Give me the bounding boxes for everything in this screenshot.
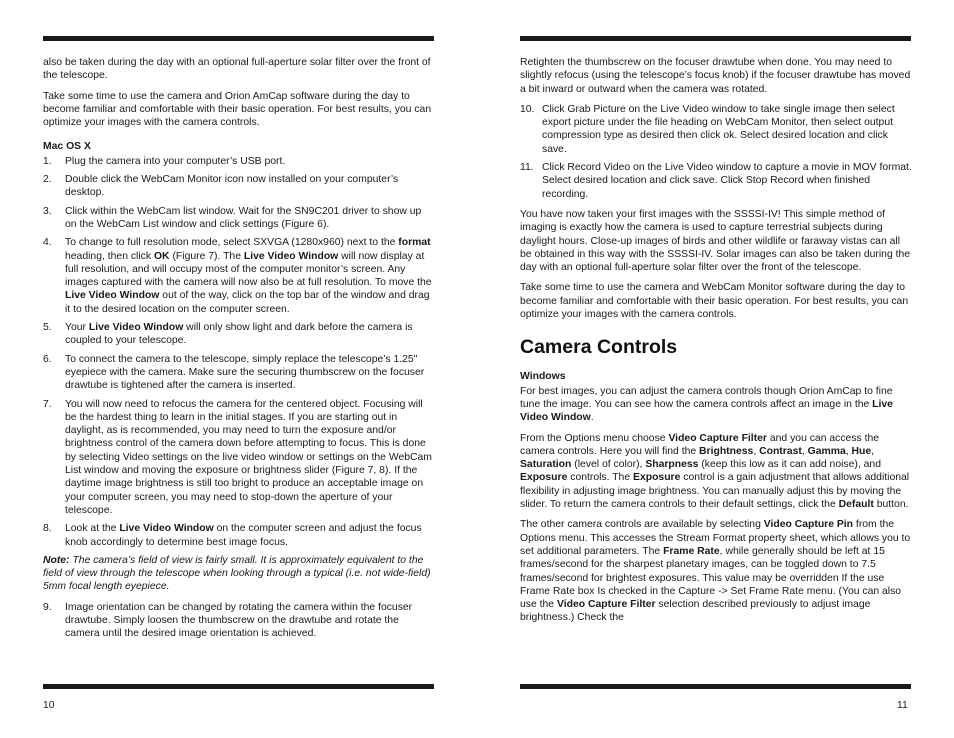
windows-subheading: Windows — [520, 371, 566, 383]
step-11: 11. Click Record Video on the Live Video window to capture a movie in MOV format. Select desired location and click save. Click Stop Record when finished recording. — [520, 162, 912, 200]
step-10: 10. Click Grab Picture on the Live Video window to take single image then select export picture under the file heading on WebCam Monitor, then select output compression type as desired then click ok. Select desired location and click save. — [520, 103, 895, 155]
right-paragraph-4: From the Options menu choose Video Capture Filter and you can access the camera controls. Here you will find the Brightness, Contrast, Gamma, Hue, Saturation (level of color), Sharpness (keep this low as it can add noise), and Exposure controls. The Exposure control is a gain adjustment that allows additional flexibility in adjusting image brightness. You can manually adjust this by moving the slider. To return the camera controls to their default settings, click the Default button. — [520, 432, 910, 511]
bottom-rule-left — [43, 684, 434, 689]
step-2: 2. Double click the WebCam Monitor icon now installed on your computer’s desktop. — [43, 174, 399, 199]
step-6: 6. To connect the camera to the telescope, simply replace the telescope’s 1.25" eyepiece with the camera. Make sure the securing thumbscrew on the focuser drawtube is tightened after the camera is inserted. — [43, 353, 425, 392]
right-paragraph-3: For best images, you can adjust the camera controls though Orion AmCap to fine tune the image. You can see how the camera controls affect an image in the Live Video Window. — [520, 385, 893, 424]
left-intro-1: also be taken during the day with an optional full-aperture solar filter over the front of the telescope. — [43, 57, 431, 82]
right-paragraph-2: Take some time to use the camera and WebCam Monitor software during the day to become familiar and comfortable with their basic operation. For best results, you can optimize your images with the camera controls. — [520, 282, 909, 321]
left-page — [43, 56, 435, 646]
note-label: Note: — [43, 554, 70, 566]
left-intro-2: Take some time to use the camera and Orion AmCap software during the day to become familiar and comfortable with their basic operation. For best results, you can optimize your images with the camera controls. — [43, 90, 432, 129]
step-3: 3. Click within the WebCam list window. Wait for the SN9C201 driver to show up on the WebCam List window and click settings (Figure 6). — [43, 205, 422, 230]
step-9: 9. Image orientation can be changed by rotating the camera within the focuser drawtube. Simply loosen the thumbscrew on the drawtube and rotate the camera until the desired image orientation is achieved. — [43, 601, 413, 640]
page-number-right: 11 — [897, 700, 908, 711]
page-number-left: 10 — [43, 700, 55, 711]
camera-controls-title: Camera Controls — [520, 336, 678, 359]
top-rule-right — [520, 36, 911, 41]
right-paragraph-5: The other camera controls are available by selecting Video Capture Pin from the Options menu. This accesses the Stream Format property sheet, which allows you to set additional parameters. The Frame Rate, while generally should be left at 15 frames/second for the sharpest planetary images, can be toggled down to 7.5 frames/second for brightest exposures. This value may be overridden If the use Frame Rate box Is checked in the Capture -> Set Frame Rate menu. (You can also use the Video Capture Filter selection described previously to adjust image brightness.) Check the — [520, 519, 911, 624]
right-paragraph-1: You have now taken your first images with the SSSSI-IV! This simple method of imaging is exactly how the camera is used to capture terrestrial subjects during daylight hours. Close-up images of birds and other wildlife or faraway vistas can all be obtained in this way with the SSSSI-IV. Solar images can also be taken during the day with an optional full-aperture solar filter over the front of the telescope. — [520, 208, 911, 274]
step-1: 1. Plug the camera into your computer’s USB port. — [43, 155, 286, 167]
section-heading-mac: Mac OS X — [43, 141, 91, 153]
step-5: 5. Your Live Video Window will only show light and dark before the camera is coupled to your telescope. — [43, 322, 413, 347]
step-7: 7. You will now need to refocus the camera for the centered object. Focusing will be the hardest thing to learn in the initial stages. If you are starting out in daylight, as is recommended, you may need to turn the exposure and/or brightness control of the camera down before attempting to focus. This is done by selecting Video settings on the live video window or settings on the WebCam List window and moving the exposure or brightness slider (Figure 7, 8). If the daytime image brightness is still too bright to produce an acceptable image on your computer screen, you may need to stop-down the aperture of your telescope. — [43, 398, 432, 516]
right-page — [520, 56, 912, 632]
step-8: 8. Look at the Live Video Window on the computer screen and adjust the focus knob accordingly to determine best image focus. — [43, 523, 422, 548]
top-rule-left — [43, 36, 434, 41]
step-9-continuation: Retighten the thumbscrew on the focuser drawtube when done. You may need to slightly refocus (using the telescope’s focus knob) if the focuser drawtube has moved a bit inward or outward when the camera was rotated. — [520, 57, 911, 95]
step-4: 4. To change to full resolution mode, select SXVGA (1280x960) next to the format heading, then click OK (Figure 7). The Live Video Window will now display at full resolution, and will occupy most of the computer monitor’s screen. Any images captured with the camera will now also be at full resolution. To move the Live Video Window out of the way, click on the top bar of the window and drag it to the desired location on the computer screen. — [43, 237, 432, 315]
bottom-rule-right — [520, 684, 911, 689]
note-paragraph: Note: The camera’s field of view is fairly small. It is approximately equivalent to the field of view through the telescope when looking through a typical (i.e. not wide-field) 5mm focal length eyepiece. — [43, 554, 431, 593]
